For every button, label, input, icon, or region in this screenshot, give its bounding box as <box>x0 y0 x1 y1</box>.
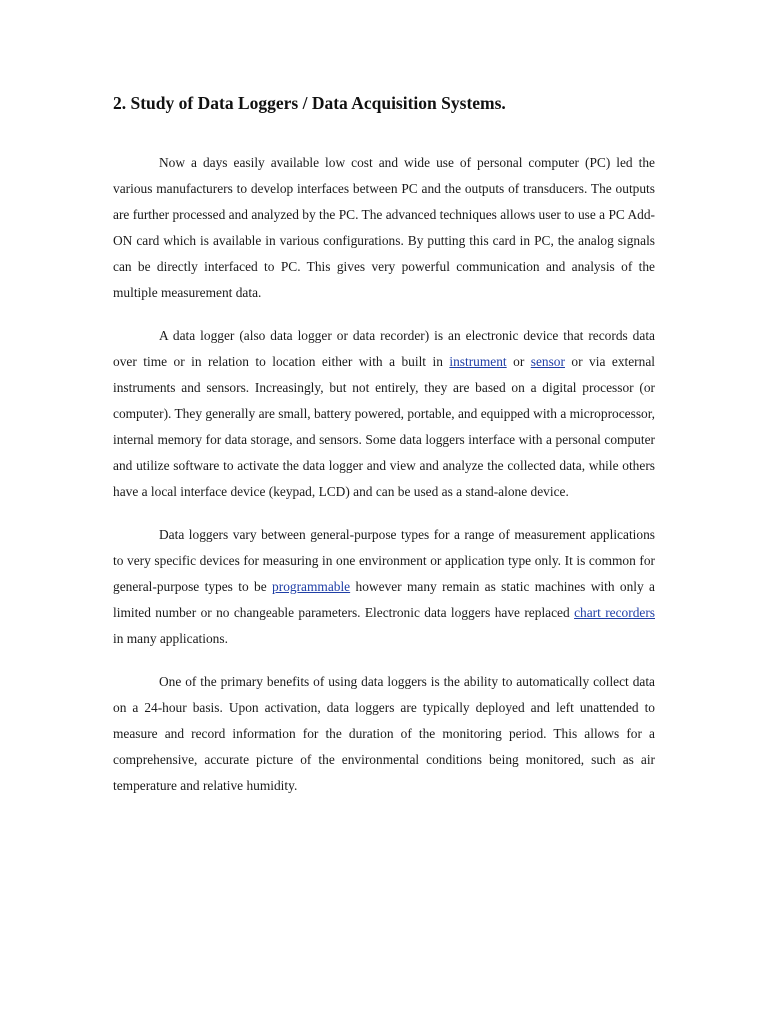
paragraph-4: One of the primary benefits of using data loggers is the ability to automatically collect data on a 24-hour basis. Upon activation, data loggers are typically deployed and left unattended to measure and record information for the duration of the monitoring period. This allows for a comprehensive, accurate picture of the environmental conditions being monitored, such as air temperature and relative humidity. <box>113 674 655 793</box>
paragraph-2 <box>113 323 655 505</box>
instrument-link[interactable]: instrument <box>449 354 507 369</box>
chart-recorders-link[interactable]: chart recorders <box>574 605 655 620</box>
programmable-link[interactable]: programmable <box>272 579 351 594</box>
paragraph-2-text-c: or via external instruments and sensors. Increasingly, but not entirely, they are based on a digital processor (or computer). They generally are small, battery powered, portable, and equipped with a microprocessor, internal memory for data storage, and sensors. Some data loggers interface with a personal computer and utilize software to activate the data logger and view and analyze the collected data, while others have a local interface device (keypad, LCD) and can be used as a stand-alone device. <box>113 354 655 499</box>
sensor-link[interactable]: sensor <box>530 354 565 369</box>
paragraph-3-text-b: however many remain as static machines with only a limited number or no changeable parameters. Electronic data loggers have replaced <box>113 579 655 620</box>
paragraph-2-text-a: A data logger (also data logger or data recorder) is an electronic device that records data over time or in relation to location either with a built in <box>113 328 655 369</box>
paragraph-3-text-a: Data loggers vary between general-purpose types for a range of measurement applications to very specific devices for measuring in one environment or application type only. It is common for general-purpose types to be <box>113 527 655 594</box>
paragraph-1: Now a days easily available low cost and wide use of personal computer (PC) led the various manufacturers to develop interfaces between PC and the outputs of transducers. The outputs are further processed and analyzed by the PC. The advanced techniques allows user to use a PC Add-ON card which is available in various configurations. By putting this card in PC, the analog signals can be directly interfaced to PC. This gives very powerful communication and analysis of the multiple measurement data. <box>113 155 655 300</box>
paragraph-3-text-c: in many applications. <box>113 631 228 646</box>
paragraph-3 <box>113 522 655 652</box>
document-body <box>113 92 655 816</box>
section-title: 2. Study of Data Loggers / Data Acquisition Systems. <box>113 93 506 113</box>
paragraph-2-text-b: or <box>506 354 531 369</box>
